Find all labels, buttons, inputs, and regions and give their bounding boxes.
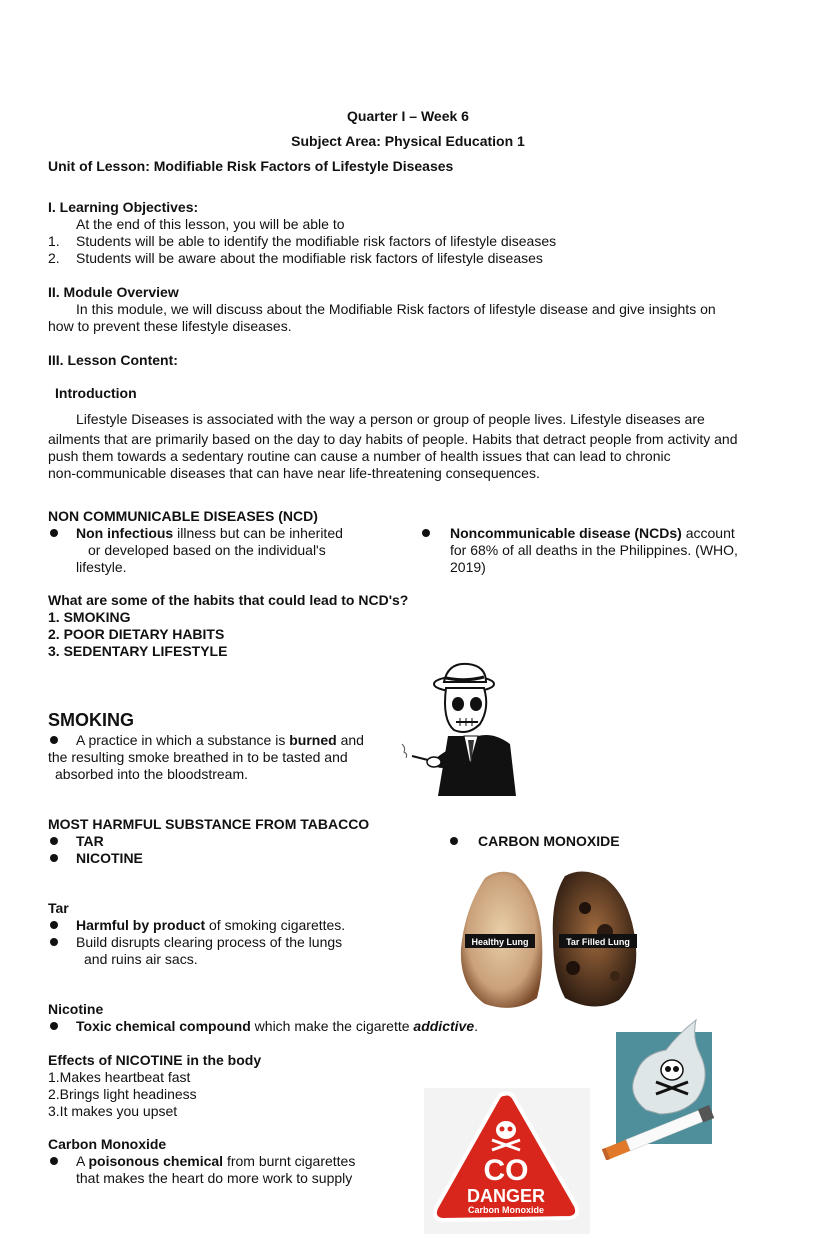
co-bullet-line: that makes the heart do more work to supply [76, 1170, 353, 1186]
co-title: Carbon Monoxide [48, 1136, 167, 1152]
harmful-title: MOST HARMFUL SUBSTANCE FROM TABACCO [48, 816, 370, 832]
smoking-man-illustration [398, 660, 518, 796]
ncd-left-bold: Non infectious [76, 525, 174, 541]
bullet-icon [50, 1022, 58, 1030]
habits-question: What are some of the habits that could lead to NCD's? [48, 592, 409, 608]
tar-title: Tar [48, 900, 69, 916]
tar-bullet: Build disrupts clearing process of the lungs [76, 934, 343, 950]
harmful-item: TAR [76, 833, 104, 849]
effects-title: Effects of NICOTINE in the body [48, 1052, 262, 1068]
intro-paragraph-line: non-communicable diseases that can have near life-threatening consequences. [48, 465, 540, 481]
unit-title: Unit of Lesson: Modifiable Risk Factors of Lifestyle Diseases [48, 158, 454, 174]
ncd-right-rest: account [681, 525, 735, 541]
tar-bullet [76, 917, 345, 934]
content-title: III. Lesson Content: [48, 352, 178, 368]
habit-item: 1. SMOKING [48, 609, 131, 625]
co-danger-sign [424, 1088, 590, 1234]
objective-text: Students will be aware about the modifiable risk factors of lifestyle diseases [76, 250, 543, 266]
overview-title: II. Module Overview [48, 284, 179, 300]
ncd-right-bold: Noncommunicable disease (NCDs) [450, 525, 682, 541]
effect-item: 2.Brings light headiness [48, 1086, 197, 1102]
tar-bullet-line: and ruins air sacs. [84, 951, 198, 967]
ncd-left-line: or developed based on the individual's [88, 542, 326, 558]
harmful-item: NICOTINE [76, 850, 143, 866]
smoking-title: SMOKING [48, 710, 135, 730]
tar-lung-label: Tar Filled Lung [566, 937, 630, 947]
tar-bold: Harmful by product [76, 917, 206, 933]
effect-item: 3.It makes you upset [48, 1103, 178, 1119]
overview-line: how to prevent these lifestyle diseases. [48, 318, 292, 334]
co-bold: poisonous chemical [88, 1153, 224, 1169]
habit-item: 3. SEDENTARY LIFESTYLE [48, 643, 228, 659]
subject-title: Subject Area: Physical Education 1 [291, 133, 525, 149]
intro-paragraph-line: ailments that are primarily based on the day to day habits of people. Habits that detract people from activity and [48, 431, 738, 447]
smoking-pre: A practice in which a substance is [76, 732, 290, 748]
skull-cigarette-image [596, 1014, 722, 1160]
co-bullet [76, 1153, 355, 1170]
habit-item: 2. POOR DIETARY HABITS [48, 626, 225, 642]
ncd-right-line: for 68% of all deaths in the Philippines. (WHO, [450, 542, 738, 558]
bullet-icon [422, 529, 430, 537]
co-sign-text: CO [483, 1154, 529, 1187]
harmful-item: CARBON MONOXIDE [478, 833, 620, 849]
overview-line: In this module, we will discuss about the Modifiable Risk factors of lifestyle disease and give insights on [76, 301, 716, 317]
intro-paragraph-line: Lifestyle Diseases is associated with the way a person or group of people lives. Lifestyle diseases are [76, 411, 705, 427]
bullet-icon [50, 921, 58, 929]
effect-item: 1.Makes heartbeat fast [48, 1069, 191, 1085]
smoking-line: absorbed into the bloodstream. [55, 766, 249, 782]
bullet-icon [450, 837, 458, 845]
ncd-right-line: 2019) [450, 559, 486, 575]
bullet-icon [50, 529, 58, 537]
nicotine-title: Nicotine [48, 1001, 104, 1017]
nicotine-end: . [474, 1018, 479, 1034]
objective-num: 1. [48, 233, 60, 249]
lungs-image [455, 868, 645, 1016]
smoking-line: the resulting smoke breathed in to be tasted and [48, 749, 348, 765]
ncd-title: NON COMMUNICABLE DISEASES (NCD) [48, 508, 318, 524]
co-rest: from burnt cigarettes [223, 1153, 356, 1169]
smoking-line [76, 732, 364, 749]
bullet-icon [50, 837, 58, 845]
intro-paragraph-line: push them towards a sedentary routine can cause a number of health issues that can lead to chronic [48, 448, 671, 464]
ncd-left-line: lifestyle. [76, 559, 127, 575]
nicotine-italic: addictive [413, 1018, 475, 1034]
danger-sign-text: DANGER [466, 1186, 546, 1206]
co-pre: A [76, 1153, 89, 1169]
bullet-icon [50, 1157, 58, 1165]
objective-num: 2. [48, 250, 60, 266]
objective-text: Students will be able to identify the modifiable risk factors of lifestyle diseases [76, 233, 557, 249]
tar-rest: of smoking cigarettes. [205, 917, 346, 933]
quarter-title: Quarter I – Week 6 [347, 108, 469, 124]
bullet-icon [50, 938, 58, 946]
co-sign-subtitle: Carbon Monoxide [468, 1205, 544, 1215]
smoking-post: and [336, 732, 364, 748]
ncd-right-bullet [450, 525, 735, 542]
nicotine-mid: which make the cigarette [250, 1018, 414, 1034]
bullet-icon [50, 854, 58, 862]
objectives-title: I. Learning Objectives: [48, 199, 199, 215]
ncd-left-bullet [76, 525, 343, 542]
smoking-bold: burned [289, 732, 337, 748]
bullet-icon [50, 736, 58, 744]
introduction-title: Introduction [55, 385, 137, 401]
healthy-lung-label: Healthy Lung [471, 937, 529, 947]
objectives-intro: At the end of this lesson, you will be able to [76, 216, 345, 232]
nicotine-bold: Toxic chemical compound [76, 1018, 251, 1034]
nicotine-bullet [76, 1018, 478, 1035]
ncd-left-rest: illness but can be inherited [173, 525, 343, 541]
